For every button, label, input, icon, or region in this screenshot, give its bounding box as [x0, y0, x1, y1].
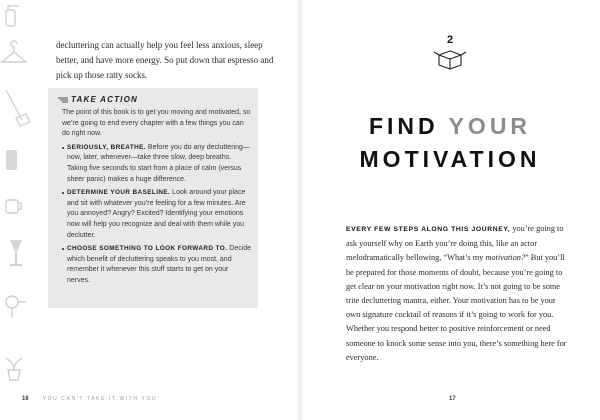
item-text: Decide which benefit of decluttering speaks to you most, and remember it whenever this stuff starts to get on your nerves.: [67, 245, 252, 284]
lamp-icon: [10, 240, 22, 266]
page-number-right: 17: [449, 396, 456, 402]
hanger-icon: [2, 41, 26, 62]
item-lead: CHOOSE SOMETHING TO LOOK FORWARD TO.: [67, 245, 228, 253]
doodle-strip: [0, 0, 34, 400]
broom-icon: [6, 90, 30, 126]
chapter-number: 2: [446, 34, 454, 46]
intro-paragraph: decluttering can actually help you feel less anxious, sleep better, and have more energy. So put down that espresso and pick up those ratty socks.: [56, 40, 274, 80]
spray-bottle-icon: [6, 6, 19, 26]
take-action-box: [48, 88, 258, 308]
list-item: [62, 188, 252, 241]
body-text-part-2: ” But you’ll be prepared for those moments of doubt, because you’re going to get clear on your motivation right now. It’s not going to be some trite decluttering mantra, either. Your motivation has to be your own signature cocktail of reasons if it’s going to work for you. Whether you respond better to positive reinforcement or need someone to knock some sense into you, there’s something here for everyone.: [346, 253, 567, 362]
title-word-find: FIND: [368, 113, 439, 139]
take-action-body: [62, 108, 252, 290]
take-action-title: TAKE ACTION: [71, 95, 138, 104]
left-footer: [22, 396, 157, 402]
item-text: Look around your place and sit with whatever you’re feeling for a few minutes. Are you annoyed? Angry? Excited? Identifying your emotions now will help you recognize and deal with them while you declutter.: [67, 189, 246, 239]
list-item: [62, 244, 252, 286]
plant-icon: [6, 358, 22, 380]
item-lead: SERIOUSLY, BREATHE.: [67, 143, 146, 151]
body-lead-in: EVERY FEW STEPS ALONG THIS JOURNEY,: [346, 226, 511, 233]
coffee-mug-icon: [6, 200, 21, 213]
phone-icon: [6, 150, 17, 170]
right-page: [300, 0, 600, 420]
page-number: 16: [22, 396, 29, 402]
hair-dryer-icon: [6, 296, 26, 318]
chapter-title: [300, 110, 600, 176]
title-word-your: YOUR: [448, 113, 532, 139]
take-action-list: [62, 143, 252, 287]
running-head: YOU CAN’T TAKE IT WITH YOU: [42, 396, 158, 402]
body-paragraph: [346, 222, 572, 365]
list-item: [62, 143, 252, 185]
body-emphasis: motivation?: [485, 253, 526, 263]
title-word-motivation: MOTIVATION: [359, 146, 541, 172]
body-text-part-1: you’re going to ask yourself why on Earth you’re doing this, like an actor melodramatically bellowing, “What’s my: [346, 224, 564, 263]
item-text: Before you do any decluttering—now, later, whenever—take three slow, deep breaths. Taking five seconds to start from a place of calm (versus sheer panic) makes a huge difference.: [67, 143, 250, 183]
speed-lines-icon: [58, 97, 68, 103]
take-action-header: [58, 95, 138, 104]
take-action-intro: The point of this book is to get you moving and motivated, so we’re going to end every chapter with a few things you can do right now.: [62, 109, 251, 138]
item-lead: DETERMINE YOUR BASELINE.: [67, 189, 171, 197]
